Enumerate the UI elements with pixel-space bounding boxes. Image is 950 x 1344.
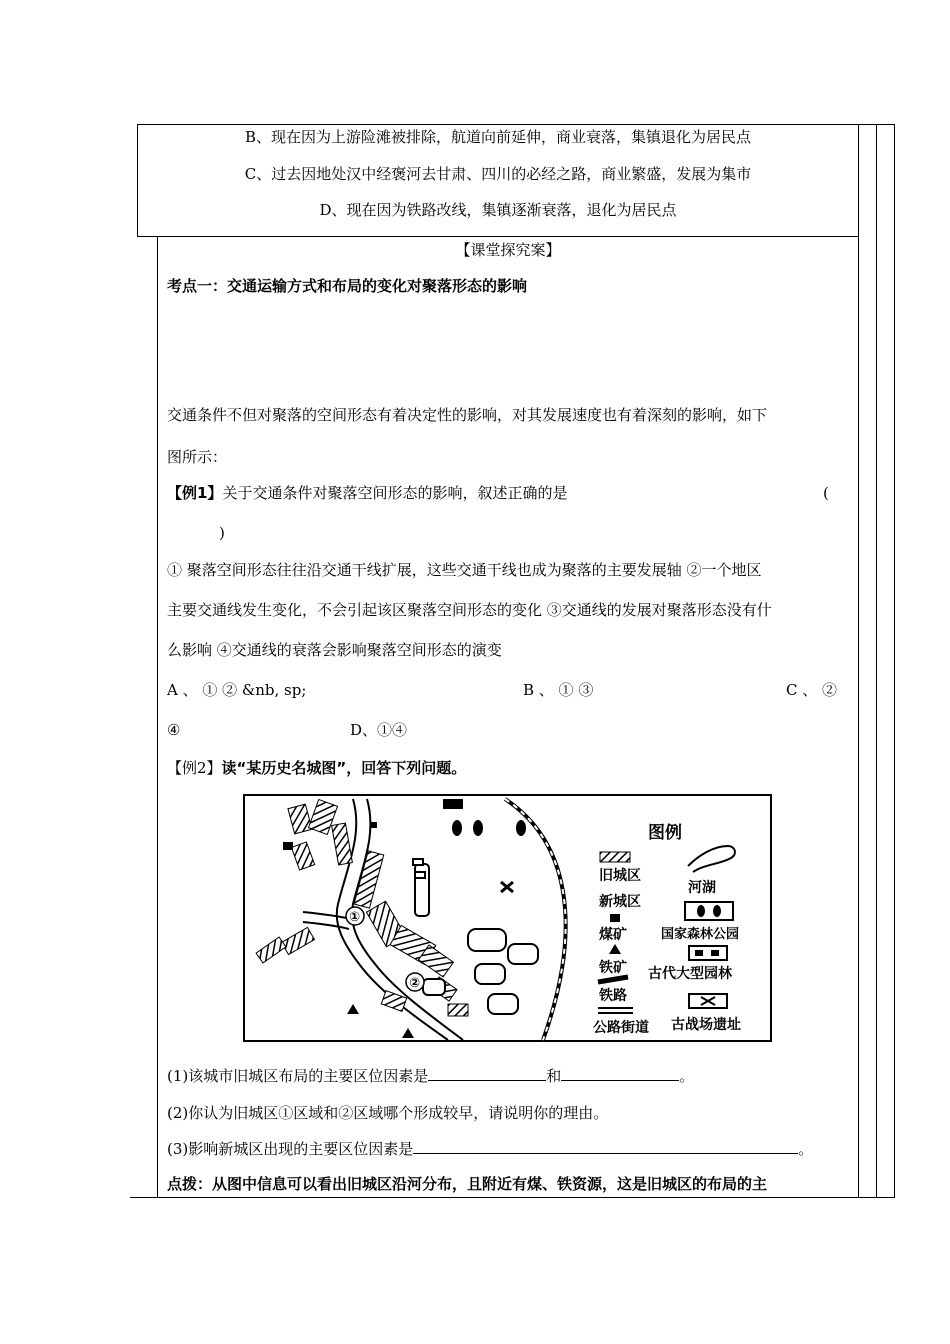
choice-c: C 、 ② bbox=[786, 681, 838, 699]
answer-blank-3[interactable] bbox=[413, 1139, 798, 1154]
intro-line-2: 图所示： bbox=[167, 448, 228, 466]
legend-old-city: 旧城区 bbox=[599, 868, 641, 884]
option-d: D、现在因为铁路改线，集镇逐渐衰落，退化为居民点 bbox=[319, 201, 677, 219]
choice-b: B 、 ① ③ bbox=[523, 681, 594, 699]
choice-c-cont: ④ bbox=[167, 721, 181, 739]
question-3-end: 。 bbox=[798, 1140, 814, 1158]
example-1-text: 关于交通条件对聚落空间形态的影响，叙述正确的是 bbox=[222, 484, 568, 502]
legend-coal: 煤矿 bbox=[599, 927, 627, 943]
question-1 bbox=[167, 1066, 694, 1086]
legend-forest-park: 国家森林公园 bbox=[661, 927, 740, 942]
option-c: C、过去因地处汉中经褒河去甘肃、四川的必经之路，商业繁盛，发展为集市 bbox=[244, 165, 752, 183]
legend-title: 图例 bbox=[648, 823, 682, 843]
question-3-prefix: (3)影响新城区出现的主要区位因素是 bbox=[167, 1140, 414, 1158]
intro-line-1: 交通条件不但对聚落的空间形态有着决定性的影响，对其发展速度也有着深刻的影响，如下 bbox=[167, 406, 768, 424]
zone-2-marker: ② bbox=[409, 976, 421, 991]
table-top-border bbox=[137, 124, 895, 125]
statement-line-3: 么影响 ④交通线的衰落会影响聚落空间形态的演变 bbox=[167, 641, 502, 659]
option-b: B、现在因为上游险滩被排除，航道向前延伸，商业衰落，集镇退化为居民点 bbox=[244, 128, 752, 146]
legend-railway: 铁路 bbox=[599, 988, 627, 1004]
answer-blank-2[interactable] bbox=[561, 1066, 679, 1081]
outer-right-border bbox=[894, 124, 895, 1198]
paren-close: ) bbox=[219, 524, 225, 542]
example-2-question bbox=[167, 758, 466, 778]
section-title: 【课堂探究案】 bbox=[455, 241, 561, 259]
answer-blank-1[interactable] bbox=[428, 1066, 546, 1081]
legend-new-city: 新城区 bbox=[599, 894, 641, 910]
question-1-end: 。 bbox=[679, 1067, 695, 1085]
main-left-border bbox=[157, 236, 158, 1198]
legend-road: 公路街道 bbox=[593, 1020, 649, 1036]
example-2-tag: 【例2】 bbox=[167, 759, 222, 777]
paren-open: ( bbox=[823, 484, 829, 502]
historic-city-map bbox=[243, 794, 773, 1044]
legend-river-lake: 河湖 bbox=[688, 880, 716, 896]
legend-iron: 铁矿 bbox=[599, 960, 627, 976]
inner-right-border bbox=[858, 124, 859, 1198]
zone-1-marker: ① bbox=[349, 910, 361, 925]
topic-1-heading: 考点一：交通运输方式和布局的变化对聚落形态的影响 bbox=[167, 277, 528, 295]
choice-a: A 、 ① ② &nb, sp; bbox=[167, 681, 307, 699]
example-1-question bbox=[167, 483, 567, 503]
question-1-prefix: (1)该城市旧城区布局的主要区位因素是 bbox=[167, 1067, 429, 1085]
question-1-and: 和 bbox=[546, 1067, 562, 1085]
legend-battlefield: 古战场遗址 bbox=[671, 1017, 741, 1033]
statement-line-2: 主要交通线发生变化，不会引起该区聚落空间形态的变化 ③交通线的发展对聚落形态没有什 bbox=[167, 601, 772, 619]
middle-right-border bbox=[876, 124, 877, 1198]
legend-garden: 古代大型园林 bbox=[648, 966, 732, 982]
choice-d: D、①④ bbox=[350, 721, 408, 739]
table-bottom-border bbox=[130, 1197, 895, 1198]
hint-text: 点拨：从图中信息可以看出旧城区沿河分布，且附近有煤、铁资源，这是旧城区的布局的主 bbox=[167, 1175, 768, 1193]
question-2: (2)你认为旧城区①区域和②区域哪个形成较早，请说明你的理由。 bbox=[167, 1104, 609, 1122]
statement-line-1: ① 聚落空间形态往往沿交通干线扩展，这些交通干线也成为聚落的主要发展轴 ②一个地区 bbox=[167, 561, 762, 579]
question-3 bbox=[167, 1139, 813, 1159]
example-2-text: 读“某历史名城图”，回答下列问题。 bbox=[221, 759, 467, 777]
box-bottom-border bbox=[137, 236, 859, 237]
example-1-tag: 【例1】 bbox=[167, 484, 223, 502]
